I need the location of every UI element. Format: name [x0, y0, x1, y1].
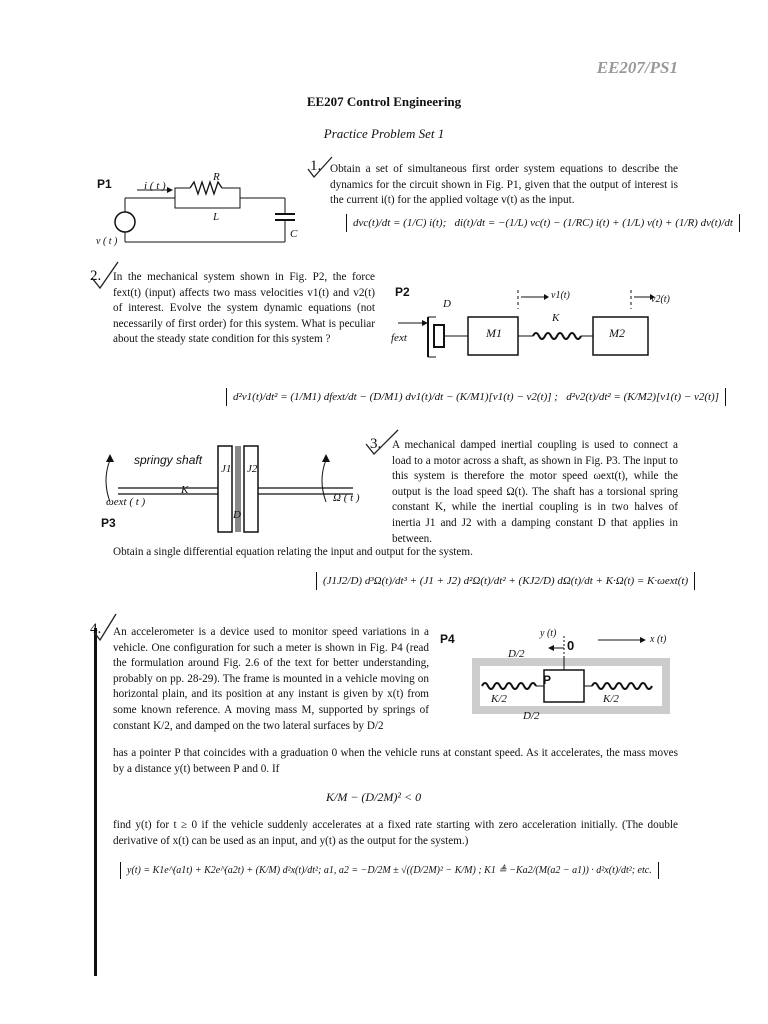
figure-p2-label: P2	[395, 285, 410, 299]
problem-2-number: 2.	[90, 268, 102, 284]
motor-speed-label: ωext ( t )	[106, 496, 146, 508]
problem-4-text: An accelerometer is a device used to monitor speed variations in a vehicle. One configuration for such a meter is shown in Fig. P4 (read the formulation around Fig. 2.6 of the text for better understanding, probably on pp. 28-29). The frame is mounted in a vehicle moving on horizontal plain, and its position at any instant is given by x(t) from some known reference. A moving mass M, supported by springs of constant K/2, and damped on the two lateral surfaces by D/2	[113, 626, 429, 732]
problem-1-number: 1.	[310, 158, 322, 174]
shaft-label: springy shaft	[134, 453, 203, 467]
p1-equation-part-1: dvc(t)/dt = (1/C) i(t);	[353, 217, 447, 229]
p2-equation-part-1: d²v1(t)/dt² = (1/M1) dfext/dt − (D/M1) dv1(t)/dt − (K/M1)[v1(t) − v2(t)] ;	[233, 391, 558, 403]
inertia-2-label: J2	[247, 463, 258, 475]
displacement-label: y (t)	[540, 628, 557, 639]
problem-3-equation: (J1J2/D) d³Ω(t)/dt³ + (J1 + J2) d²Ω(t)/dt² + (KJ2/D) dΩ(t)/dt + K·Ω(t) = K·ωext(t)	[316, 572, 695, 590]
current-label: i ( t )	[144, 180, 166, 192]
problem-3-text: A mechanical damped inertial coupling is used to connect a load to a motor across a shaft, as shown in Fig. P3. The input to this system is therefore the motor speed ωext(t), while the output is the load speed Ω(t). The shaft has a torsional spring constant K, while the inertial coupling is in two halves of inertia J1 and J2 with a damping constant D that applies in between.	[392, 439, 678, 545]
figure-p2-mechanical	[388, 285, 678, 370]
damper-bottom-label: D/2	[523, 710, 540, 722]
spring-left-label: K/2	[491, 693, 507, 705]
problem-3-number: 3.	[370, 436, 382, 452]
damping-label: D	[233, 509, 241, 521]
problem-2-text: In the mechanical system shown in Fig. P2, the force fext(t) (input) affects two mass velocities v1(t) and v2(t) of interest. Evolve the system dynamic equations (not necessarily of first order) for this system. What is peculiar about the steady state condition for this system ?	[113, 271, 375, 346]
page-code: EE207/PS1	[596, 58, 678, 77]
mass-1-label: M1	[486, 326, 502, 340]
figure-p1-circuit	[95, 170, 315, 255]
spring-right-label: K/2	[603, 693, 619, 705]
damper-label: D	[443, 298, 451, 310]
graduation-zero-label: 0	[567, 638, 575, 653]
margin-bar	[94, 628, 97, 976]
figure-p3-label: P3	[101, 516, 116, 530]
velocity-2-label: v2(t)	[651, 294, 670, 305]
resistor-label: R	[213, 171, 220, 183]
problem-4-text-continued: has a pointer P that coincides with a graduation 0 when the vehicle runs at constant speed. As it accelerates, the mass moves by a distance y(t) between P and 0. If	[113, 747, 678, 775]
figure-p1-label: P1	[97, 177, 112, 191]
force-label: fext	[391, 332, 407, 344]
document-subtitle: Practice Problem Set 1	[323, 126, 445, 141]
problem-3-text-continued: Obtain a single differential equation relating the input and output for the system.	[113, 546, 473, 558]
problem-1-text: Obtain a set of simultaneous first order system equations to describe the dynamics for the circuit shown in Fig. P1, given that the output of interest is the current i(t) for the applied voltage v(t) as the input.	[330, 163, 678, 207]
inertia-1-label: J1	[221, 463, 232, 475]
position-label: x (t)	[650, 634, 667, 645]
capacitor-label: C	[290, 228, 298, 240]
damper-top-label: D/2	[508, 648, 525, 660]
p1-equation-part-2: di(t)/dt = −(1/L) vc(t) − (1/RC) i(t) + (1/L) v(t) + (1/R) dv(t)/dt	[454, 217, 733, 229]
problem-4-solution: y(t) = K1e^(a1t) + K2e^(a2t) + (K/M) d²x(t)/dt²; a1, a2 = −D/2M ± √((D/2M)² − K/M) ; K1 ≜ −Ka2/(M(a2 − a1)) · d²x(t)/dt²; etc.	[120, 862, 659, 879]
p2-equation-part-2: d²v2(t)/dt² = (K/M2)[v1(t) − v2(t)]	[566, 391, 719, 403]
document-title: EE207 Control Engineering	[306, 94, 462, 109]
mass-2-label: M2	[609, 326, 625, 340]
figure-p4-label: P4	[440, 632, 455, 646]
pointer-label: P	[543, 673, 552, 687]
load-speed-label: Ω ( t )	[333, 492, 360, 504]
spring-label: K	[552, 312, 560, 324]
voltage-label: v ( t )	[96, 236, 118, 247]
velocity-1-label: v1(t)	[551, 290, 570, 301]
shaft-stiffness-label: K	[181, 484, 189, 496]
problem-4-text-final: find y(t) for t ≥ 0 if the vehicle suddenly accelerates at a fixed rate starting with zero acceleration initially. (The double derivative of x(t) can be used as an input, and y(t) as the output for the system.)	[113, 819, 678, 847]
problem-2-equation	[226, 388, 726, 406]
inductor-label: L	[213, 211, 220, 223]
problem-1-equation	[346, 214, 740, 232]
problem-4-number: 4.	[90, 621, 102, 637]
problem-4-condition: K/M − (D/2M)² < 0	[326, 790, 422, 804]
